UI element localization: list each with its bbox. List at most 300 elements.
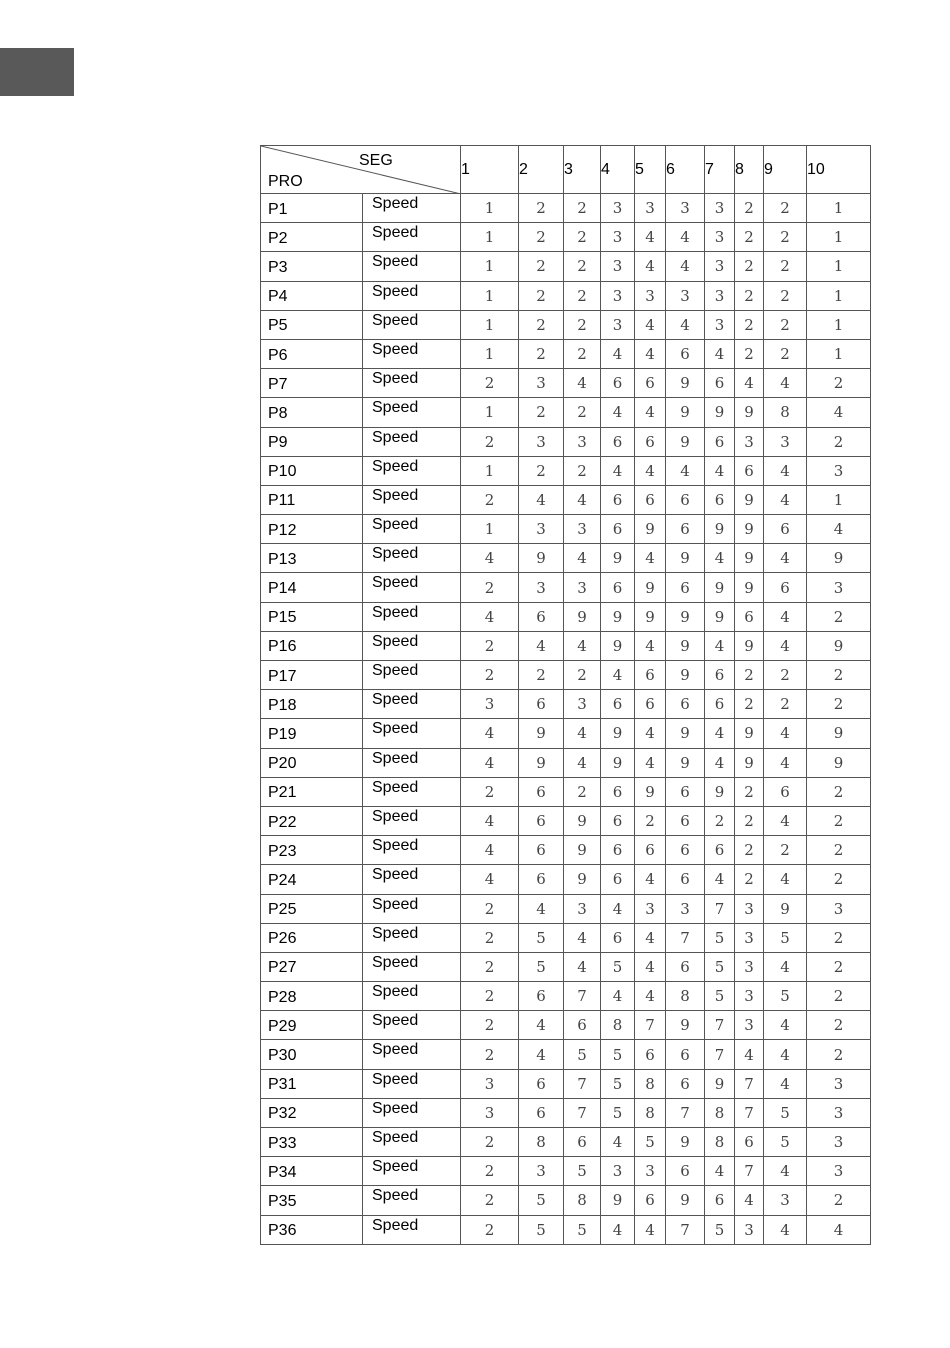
program-cell: P8 [261, 398, 363, 427]
table-row [261, 427, 871, 456]
speed-value-cell: 2 [764, 339, 807, 368]
segment-header: 8 [735, 146, 764, 194]
speed-value-cell: 6 [666, 952, 705, 981]
speed-value-cell: 4 [564, 952, 601, 981]
parameter-cell: Speed [363, 894, 461, 923]
speed-value-cell: 6 [601, 923, 635, 952]
speed-value-cell: 3 [705, 252, 735, 281]
program-cell: P20 [261, 748, 363, 777]
program-speed-table [260, 145, 871, 1245]
speed-value-cell: 8 [705, 1128, 735, 1157]
table-row [261, 719, 871, 748]
speed-value-cell: 6 [601, 690, 635, 719]
speed-value-cell: 1 [807, 485, 871, 514]
speed-value-cell: 2 [564, 252, 601, 281]
speed-value-cell: 2 [807, 777, 871, 806]
speed-value-cell: 3 [564, 427, 601, 456]
parameter-cell: Speed [363, 1157, 461, 1186]
speed-value-cell: 4 [601, 661, 635, 690]
header-row [261, 146, 871, 194]
table-row [261, 398, 871, 427]
speed-value-cell: 8 [564, 1186, 601, 1215]
speed-value-cell: 2 [735, 661, 764, 690]
speed-value-cell: 9 [666, 427, 705, 456]
speed-value-cell: 7 [635, 1011, 666, 1040]
table-row [261, 982, 871, 1011]
speed-value-cell: 6 [705, 836, 735, 865]
speed-value-cell: 4 [635, 223, 666, 252]
speed-value-cell: 4 [735, 1040, 764, 1069]
speed-value-cell: 4 [601, 1128, 635, 1157]
speed-value-cell: 5 [519, 923, 564, 952]
speed-value-cell: 2 [807, 1040, 871, 1069]
speed-value-cell: 1 [807, 281, 871, 310]
speed-value-cell: 2 [807, 1186, 871, 1215]
speed-value-cell: 3 [461, 1069, 519, 1098]
speed-value-cell: 4 [764, 806, 807, 835]
speed-value-cell: 1 [461, 398, 519, 427]
speed-value-cell: 2 [461, 369, 519, 398]
program-cell: P11 [261, 485, 363, 514]
speed-value-cell: 4 [764, 1011, 807, 1040]
speed-value-cell: 4 [764, 544, 807, 573]
table-row [261, 369, 871, 398]
table-row [261, 1069, 871, 1098]
speed-value-cell: 3 [635, 281, 666, 310]
speed-value-cell: 5 [519, 1186, 564, 1215]
speed-value-cell: 6 [735, 602, 764, 631]
speed-value-cell: 6 [666, 573, 705, 602]
program-cell: P4 [261, 281, 363, 310]
speed-value-cell: 6 [519, 690, 564, 719]
speed-value-cell: 5 [601, 1040, 635, 1069]
speed-value-cell: 3 [601, 223, 635, 252]
speed-value-cell: 9 [666, 602, 705, 631]
speed-value-cell: 4 [735, 369, 764, 398]
speed-value-cell: 4 [635, 719, 666, 748]
speed-value-cell: 2 [519, 661, 564, 690]
speed-value-cell: 5 [601, 952, 635, 981]
speed-value-cell: 9 [705, 573, 735, 602]
speed-value-cell: 6 [705, 1186, 735, 1215]
speed-value-cell: 9 [635, 573, 666, 602]
speed-value-cell: 4 [807, 515, 871, 544]
parameter-cell: Speed [363, 1186, 461, 1215]
speed-value-cell: 8 [635, 1069, 666, 1098]
program-cell: P13 [261, 544, 363, 573]
speed-value-cell: 4 [635, 748, 666, 777]
speed-value-cell: 2 [519, 281, 564, 310]
table-row [261, 661, 871, 690]
speed-value-cell: 2 [764, 252, 807, 281]
speed-value-cell: 3 [735, 1011, 764, 1040]
speed-value-cell: 3 [807, 573, 871, 602]
program-cell: P26 [261, 923, 363, 952]
parameter-cell: Speed [363, 1098, 461, 1127]
speed-value-cell: 4 [564, 485, 601, 514]
speed-value-cell: 6 [635, 369, 666, 398]
speed-value-cell: 1 [807, 339, 871, 368]
speed-value-cell: 3 [735, 952, 764, 981]
speed-value-cell: 9 [735, 544, 764, 573]
speed-value-cell: 2 [564, 661, 601, 690]
speed-value-cell: 6 [601, 485, 635, 514]
speed-value-cell: 4 [564, 923, 601, 952]
program-cell: P36 [261, 1215, 363, 1244]
speed-value-cell: 2 [735, 281, 764, 310]
speed-value-cell: 4 [461, 836, 519, 865]
speed-value-cell: 3 [519, 427, 564, 456]
program-cell: P14 [261, 573, 363, 602]
speed-value-cell: 7 [564, 1069, 601, 1098]
speed-value-cell: 8 [601, 1011, 635, 1040]
speed-value-cell: 3 [564, 573, 601, 602]
speed-value-cell: 7 [735, 1098, 764, 1127]
speed-value-cell: 2 [519, 339, 564, 368]
speed-value-cell: 2 [461, 1011, 519, 1040]
speed-value-cell: 2 [807, 836, 871, 865]
program-cell: P1 [261, 194, 363, 223]
speed-value-cell: 2 [564, 223, 601, 252]
speed-value-cell: 6 [666, 515, 705, 544]
program-cell: P35 [261, 1186, 363, 1215]
parameter-cell: Speed [363, 456, 461, 485]
speed-value-cell: 6 [601, 573, 635, 602]
speed-value-cell: 2 [519, 223, 564, 252]
program-cell: P17 [261, 661, 363, 690]
speed-value-cell: 4 [764, 485, 807, 514]
speed-value-cell: 3 [635, 194, 666, 223]
speed-value-cell: 4 [601, 456, 635, 485]
speed-value-cell: 9 [666, 544, 705, 573]
speed-value-cell: 3 [807, 1098, 871, 1127]
speed-value-cell: 2 [764, 223, 807, 252]
speed-value-cell: 2 [735, 194, 764, 223]
parameter-cell: Speed [363, 310, 461, 339]
speed-value-cell: 6 [705, 485, 735, 514]
speed-value-cell: 7 [705, 1040, 735, 1069]
speed-value-cell: 4 [519, 1011, 564, 1040]
program-cell: P5 [261, 310, 363, 339]
speed-value-cell: 4 [564, 369, 601, 398]
speed-value-cell: 2 [735, 690, 764, 719]
parameter-cell: Speed [363, 223, 461, 252]
speed-value-cell: 6 [519, 602, 564, 631]
speed-value-cell: 9 [666, 719, 705, 748]
program-cell: P24 [261, 865, 363, 894]
speed-value-cell: 9 [807, 719, 871, 748]
speed-value-cell: 2 [807, 602, 871, 631]
speed-value-cell: 5 [519, 952, 564, 981]
speed-value-cell: 3 [764, 427, 807, 456]
speed-value-cell: 9 [564, 806, 601, 835]
speed-value-cell: 4 [666, 252, 705, 281]
program-cell: P9 [261, 427, 363, 456]
speed-value-cell: 6 [705, 661, 735, 690]
program-cell: P6 [261, 339, 363, 368]
speed-value-cell: 6 [764, 515, 807, 544]
program-cell: P16 [261, 631, 363, 660]
speed-value-cell: 9 [564, 865, 601, 894]
speed-value-cell: 1 [461, 194, 519, 223]
page-tab-marker [0, 48, 74, 96]
speed-value-cell: 4 [666, 223, 705, 252]
speed-value-cell: 3 [735, 923, 764, 952]
speed-value-cell: 4 [764, 1069, 807, 1098]
speed-value-cell: 5 [519, 1215, 564, 1244]
speed-value-cell: 6 [601, 515, 635, 544]
speed-value-cell: 3 [705, 281, 735, 310]
parameter-cell: Speed [363, 631, 461, 660]
table-row [261, 573, 871, 602]
speed-value-cell: 6 [564, 1011, 601, 1040]
speed-value-cell: 4 [461, 806, 519, 835]
table-row [261, 690, 871, 719]
speed-value-cell: 6 [735, 1128, 764, 1157]
speed-value-cell: 6 [519, 1069, 564, 1098]
speed-value-cell: 9 [601, 602, 635, 631]
speed-value-cell: 1 [461, 339, 519, 368]
speed-value-cell: 4 [564, 544, 601, 573]
speed-value-cell: 4 [601, 1215, 635, 1244]
speed-value-cell: 2 [807, 661, 871, 690]
speed-value-cell: 2 [635, 806, 666, 835]
speed-value-cell: 3 [635, 894, 666, 923]
speed-value-cell: 4 [635, 310, 666, 339]
speed-value-cell: 9 [705, 1069, 735, 1098]
speed-value-cell: 2 [764, 194, 807, 223]
speed-value-cell: 2 [564, 456, 601, 485]
speed-value-cell: 3 [519, 573, 564, 602]
speed-value-cell: 2 [461, 573, 519, 602]
speed-value-cell: 6 [666, 485, 705, 514]
segment-header: 3 [564, 146, 601, 194]
speed-value-cell: 4 [601, 982, 635, 1011]
speed-value-cell: 4 [635, 923, 666, 952]
speed-value-cell: 9 [807, 748, 871, 777]
speed-value-cell: 6 [601, 806, 635, 835]
speed-value-cell: 3 [601, 1157, 635, 1186]
program-cell: P21 [261, 777, 363, 806]
table-row [261, 1011, 871, 1040]
program-cell: P30 [261, 1040, 363, 1069]
speed-value-cell: 2 [807, 952, 871, 981]
speed-value-cell: 3 [735, 1215, 764, 1244]
speed-value-cell: 2 [764, 310, 807, 339]
program-cell: P3 [261, 252, 363, 281]
speed-value-cell: 3 [807, 1128, 871, 1157]
speed-value-cell: 5 [705, 923, 735, 952]
table-row [261, 1128, 871, 1157]
parameter-cell: Speed [363, 573, 461, 602]
speed-value-cell: 2 [564, 777, 601, 806]
program-cell: P23 [261, 836, 363, 865]
table-row [261, 602, 871, 631]
speed-value-cell: 5 [564, 1040, 601, 1069]
speed-value-cell: 3 [461, 1098, 519, 1127]
speed-value-cell: 3 [735, 982, 764, 1011]
table-row [261, 485, 871, 514]
speed-value-cell: 6 [666, 1069, 705, 1098]
speed-value-cell: 6 [635, 836, 666, 865]
speed-value-cell: 2 [461, 661, 519, 690]
speed-value-cell: 2 [564, 339, 601, 368]
parameter-cell: Speed [363, 515, 461, 544]
speed-value-cell: 2 [519, 310, 564, 339]
speed-value-cell: 2 [461, 1040, 519, 1069]
speed-value-cell: 1 [461, 223, 519, 252]
speed-value-cell: 3 [666, 894, 705, 923]
speed-value-cell: 2 [807, 865, 871, 894]
speed-value-cell: 4 [807, 398, 871, 427]
table-row [261, 252, 871, 281]
speed-value-cell: 3 [807, 456, 871, 485]
parameter-cell: Speed [363, 952, 461, 981]
segment-header: 9 [764, 146, 807, 194]
speed-value-cell: 8 [635, 1098, 666, 1127]
program-cell: P27 [261, 952, 363, 981]
speed-value-cell: 9 [601, 748, 635, 777]
parameter-cell: Speed [363, 1069, 461, 1098]
program-cell: P15 [261, 602, 363, 631]
speed-value-cell: 4 [635, 252, 666, 281]
speed-value-cell: 3 [666, 194, 705, 223]
parameter-cell: Speed [363, 281, 461, 310]
table-row [261, 194, 871, 223]
program-cell: P28 [261, 982, 363, 1011]
speed-value-cell: 6 [764, 777, 807, 806]
speed-value-cell: 2 [519, 194, 564, 223]
speed-value-cell: 9 [735, 485, 764, 514]
speed-value-cell: 2 [764, 690, 807, 719]
speed-value-cell: 4 [764, 1215, 807, 1244]
speed-value-cell: 3 [564, 515, 601, 544]
speed-value-cell: 3 [461, 690, 519, 719]
speed-value-cell: 6 [635, 661, 666, 690]
speed-value-cell: 6 [705, 690, 735, 719]
speed-value-cell: 5 [705, 982, 735, 1011]
speed-value-cell: 4 [635, 952, 666, 981]
speed-value-cell: 3 [519, 515, 564, 544]
speed-value-cell: 4 [764, 369, 807, 398]
speed-value-cell: 7 [735, 1157, 764, 1186]
speed-value-cell: 2 [461, 485, 519, 514]
speed-value-cell: 4 [764, 456, 807, 485]
speed-value-cell: 3 [735, 894, 764, 923]
speed-value-cell: 9 [601, 719, 635, 748]
program-cell: P34 [261, 1157, 363, 1186]
speed-value-cell: 3 [807, 1069, 871, 1098]
parameter-cell: Speed [363, 339, 461, 368]
speed-value-cell: 9 [735, 398, 764, 427]
speed-value-cell: 4 [705, 748, 735, 777]
speed-value-cell: 9 [807, 631, 871, 660]
speed-value-cell: 2 [461, 777, 519, 806]
program-cell: P7 [261, 369, 363, 398]
speed-value-cell: 9 [564, 602, 601, 631]
speed-value-cell: 6 [519, 1098, 564, 1127]
speed-value-cell: 8 [764, 398, 807, 427]
speed-value-cell: 4 [666, 310, 705, 339]
parameter-cell: Speed [363, 544, 461, 573]
segment-header: 4 [601, 146, 635, 194]
table-row [261, 1186, 871, 1215]
speed-value-cell: 9 [705, 602, 735, 631]
program-cell: P25 [261, 894, 363, 923]
speed-value-cell: 1 [461, 456, 519, 485]
speed-value-cell: 2 [735, 223, 764, 252]
program-cell: P18 [261, 690, 363, 719]
table-row [261, 836, 871, 865]
speed-value-cell: 8 [519, 1128, 564, 1157]
speed-value-cell: 3 [601, 281, 635, 310]
table-row [261, 631, 871, 660]
speed-value-cell: 9 [601, 544, 635, 573]
speed-value-cell: 9 [735, 748, 764, 777]
speed-value-cell: 2 [807, 1011, 871, 1040]
speed-value-cell: 4 [666, 456, 705, 485]
speed-value-cell: 9 [735, 631, 764, 660]
speed-value-cell: 4 [601, 339, 635, 368]
speed-value-cell: 2 [807, 369, 871, 398]
speed-value-cell: 5 [564, 1215, 601, 1244]
speed-value-cell: 2 [564, 281, 601, 310]
program-cell: P12 [261, 515, 363, 544]
parameter-cell: Speed [363, 923, 461, 952]
speed-value-cell: 3 [601, 252, 635, 281]
program-cell: P19 [261, 719, 363, 748]
speed-value-cell: 4 [601, 894, 635, 923]
table-row [261, 1098, 871, 1127]
speed-value-cell: 3 [666, 281, 705, 310]
speed-value-cell: 2 [461, 894, 519, 923]
speed-value-cell: 6 [635, 1186, 666, 1215]
table-row [261, 223, 871, 252]
speed-value-cell: 7 [705, 1011, 735, 1040]
speed-value-cell: 9 [735, 719, 764, 748]
program-cell: P32 [261, 1098, 363, 1127]
speed-value-cell: 5 [635, 1128, 666, 1157]
table-row [261, 923, 871, 952]
speed-value-cell: 4 [601, 398, 635, 427]
speed-value-cell: 2 [735, 836, 764, 865]
speed-value-cell: 3 [635, 1157, 666, 1186]
speed-value-cell: 5 [601, 1098, 635, 1127]
speed-value-cell: 7 [564, 1098, 601, 1127]
speed-value-cell: 3 [764, 1186, 807, 1215]
speed-value-cell: 9 [666, 369, 705, 398]
pro-header-label: PRO [268, 173, 303, 190]
table-body [261, 194, 871, 1245]
parameter-cell: Speed [363, 719, 461, 748]
speed-value-cell: 4 [635, 1215, 666, 1244]
speed-value-cell: 6 [635, 690, 666, 719]
speed-value-cell: 5 [764, 1098, 807, 1127]
speed-value-cell: 4 [764, 952, 807, 981]
segment-header: 2 [519, 146, 564, 194]
speed-value-cell: 6 [764, 573, 807, 602]
speed-value-cell: 2 [519, 456, 564, 485]
parameter-cell: Speed [363, 777, 461, 806]
speed-value-cell: 6 [601, 369, 635, 398]
speed-value-cell: 2 [735, 806, 764, 835]
speed-value-cell: 2 [564, 310, 601, 339]
speed-value-cell: 4 [705, 544, 735, 573]
speed-value-cell: 3 [735, 427, 764, 456]
speed-value-cell: 3 [519, 1157, 564, 1186]
parameter-cell: Speed [363, 865, 461, 894]
parameter-cell: Speed [363, 982, 461, 1011]
